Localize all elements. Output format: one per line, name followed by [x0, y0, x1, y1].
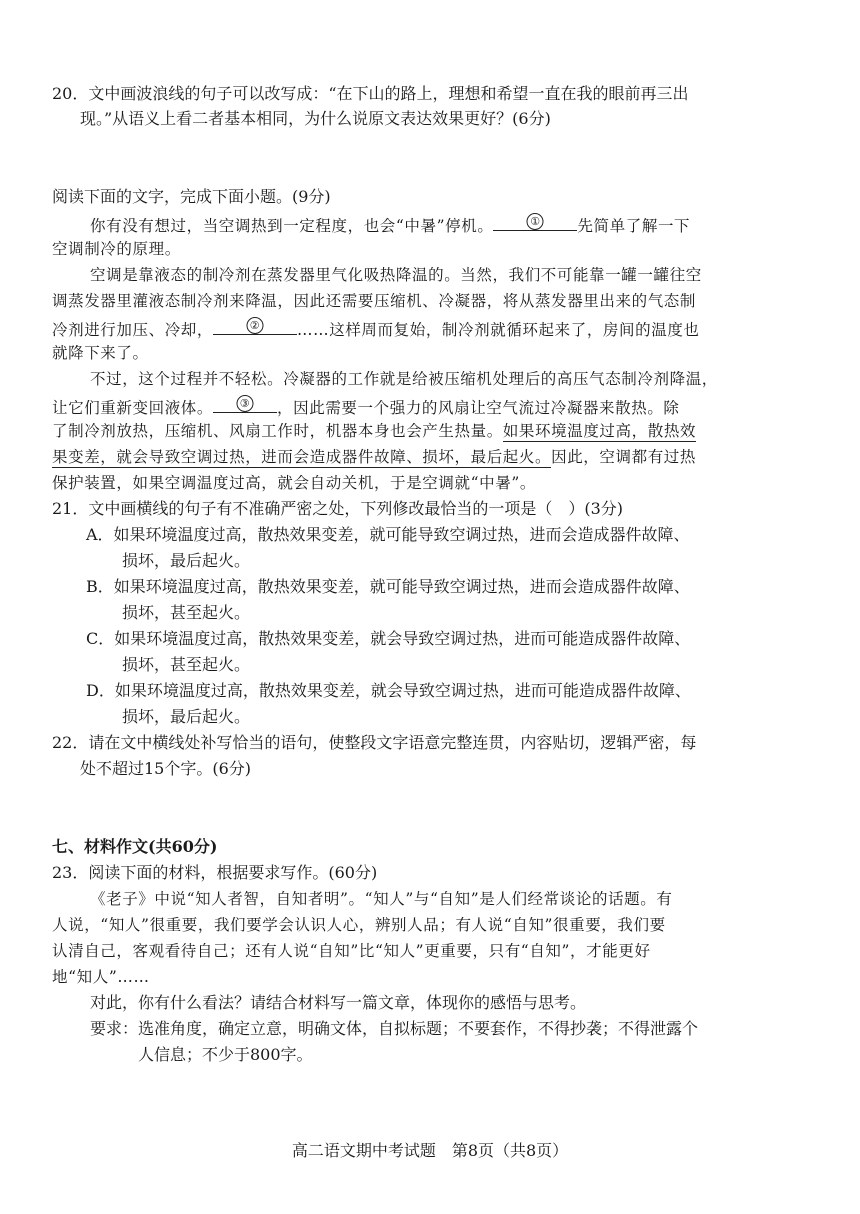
- passage-text: 让它们重新变回液体。: [52, 399, 214, 417]
- passage-p2-line2: 调蒸发器里灌液态制冷剂来降温，因此还需要压缩机、冷凝器，将从蒸发器里出来的气态制: [52, 292, 697, 310]
- material-line3: 认清自己，客观看待自己；还有人说“自知”比“知人”更重要，只有“自知”，才能更好: [52, 942, 651, 960]
- passage-text: 冷剂进行加压、冷却，: [52, 321, 214, 339]
- q21-stem: 21．文中画横线的句子有不准确严密之处，下列修改最恰当的一项是（ ）(3分): [52, 499, 624, 518]
- section-heading: 七、材料作文(共60分): [52, 837, 218, 856]
- q23-stem: 23．阅读下面的材料，根据要求写作。(60分): [52, 863, 378, 882]
- option-d-line1: D．如果环境温度过高，散热效果变差，就会导致空调过热，进而可能造成器件故障、: [86, 681, 691, 700]
- q20-line2: 现。”从语义上看二者基本相同，为什么说原文表达效果更好？(6分): [80, 109, 551, 128]
- passage-text: 了制冷剂放热，压缩机、风扇工作时，机器本身也会产生热量。: [52, 422, 503, 440]
- blank-2: [213, 316, 297, 335]
- passage-p2-line4: 就降下来了。: [52, 344, 149, 362]
- option-c-line2: 损坏，甚至起火。: [122, 655, 251, 674]
- passage-p1-line2: 空调制冷的原理。: [52, 240, 181, 258]
- option-b-line1: B．如果环境温度过高，散热效果变差，就可能导致空调过热，进而会造成器件故障、: [86, 577, 690, 596]
- material-line1: 《老子》中说“知人者智，自知者明”。“知人”与“自知”是人们经常谈论的话题。有: [90, 890, 673, 908]
- passage-text: 你有没有想过，当空调热到一定程度，也会“中暑”停机。: [90, 217, 494, 235]
- passage-p3-line1: 不过，这个过程并不轻松。冷凝器的工作就是给被压缩机处理后的高压气态制冷剂降温，: [90, 370, 718, 388]
- blank-marker: ②: [247, 317, 264, 334]
- blank-marker: ③: [237, 395, 254, 412]
- option-a-line2: 损坏，最后起火。: [122, 551, 251, 570]
- requirements-line2: 人信息；不少于800字。: [138, 1045, 313, 1064]
- option-d-line2: 损坏，最后起火。: [122, 707, 251, 726]
- passage-p1-line1: [90, 212, 690, 237]
- q20-line1: 20．文中画波浪线的句子可以改写成：“在下山的路上，理想和希望一直在我的眼前再三出: [52, 84, 689, 103]
- passage-p3-line5: 保护装置，如果空调温度过高，就会自动关机，于是空调就“中暑”。: [52, 474, 536, 492]
- blank-marker: ①: [527, 213, 544, 230]
- option-a-line1: A．如果环境温度过高，散热效果变差，就可能导致空调过热，进而会造成器件故障、: [86, 525, 690, 544]
- passage-p3-line4: [52, 446, 696, 468]
- passage-p3-line3: [52, 420, 696, 442]
- page-footer: 高二语文期中考试题 第8页（共8页）: [291, 1141, 569, 1160]
- option-c-line1: C．如果环境温度过高，散热效果变差，就会导致空调过热，进而可能造成器件故障、: [86, 629, 691, 648]
- requirements-line1: 要求：选准角度，确定立意，明确文体，自拟标题；不要套作，不得抄袭；不得泄露个: [90, 1019, 699, 1038]
- material-line2: 人说，“知人”很重要，我们要学会认识人心，辨别人品；有人说“自知”很重要，我们要: [52, 916, 666, 934]
- reading-intro: 阅读下面的文字，完成下面小题。(9分): [52, 187, 331, 206]
- blank-3: [213, 394, 277, 413]
- underlined-sentence: 果变差，就会导致空调过热，进而会造成器件故障、损坏，最后起火。: [52, 448, 552, 466]
- passage-text: 因此，空调都有过热: [551, 448, 697, 466]
- passage-p2-line1: 空调是靠液态的制冷剂在蒸发器里气化吸热降温的。当然，我们不可能靠一罐一罐往空: [90, 266, 702, 284]
- blank-1: [493, 212, 577, 231]
- passage-text: ，因此需要一个强力的风扇让空气流过冷凝器来散热。除: [277, 399, 680, 417]
- q22-line2: 处不超过15个字。(6分): [80, 759, 252, 778]
- option-b-line2: 损坏，甚至起火。: [122, 603, 251, 622]
- passage-p2-line3: [52, 316, 700, 341]
- material-line4: 地“知人”……: [52, 968, 150, 986]
- passage-text: 先简单了解一下: [577, 217, 691, 235]
- passage-p3-line2: [52, 394, 680, 419]
- q22-line1: 22．请在文中横线处补写恰当的语句，使整段文字语意完整连贯，内容贴切，逻辑严密，每: [52, 733, 697, 752]
- underlined-sentence: 如果环境温度过高，散热效: [502, 422, 697, 440]
- writing-prompt: 对此，你有什么看法？请结合材料写一篇文章，体现你的感悟与思考。: [90, 993, 587, 1012]
- passage-text: ……这样周而复始，制冷剂就循环起来了，房间的温度也: [297, 321, 700, 339]
